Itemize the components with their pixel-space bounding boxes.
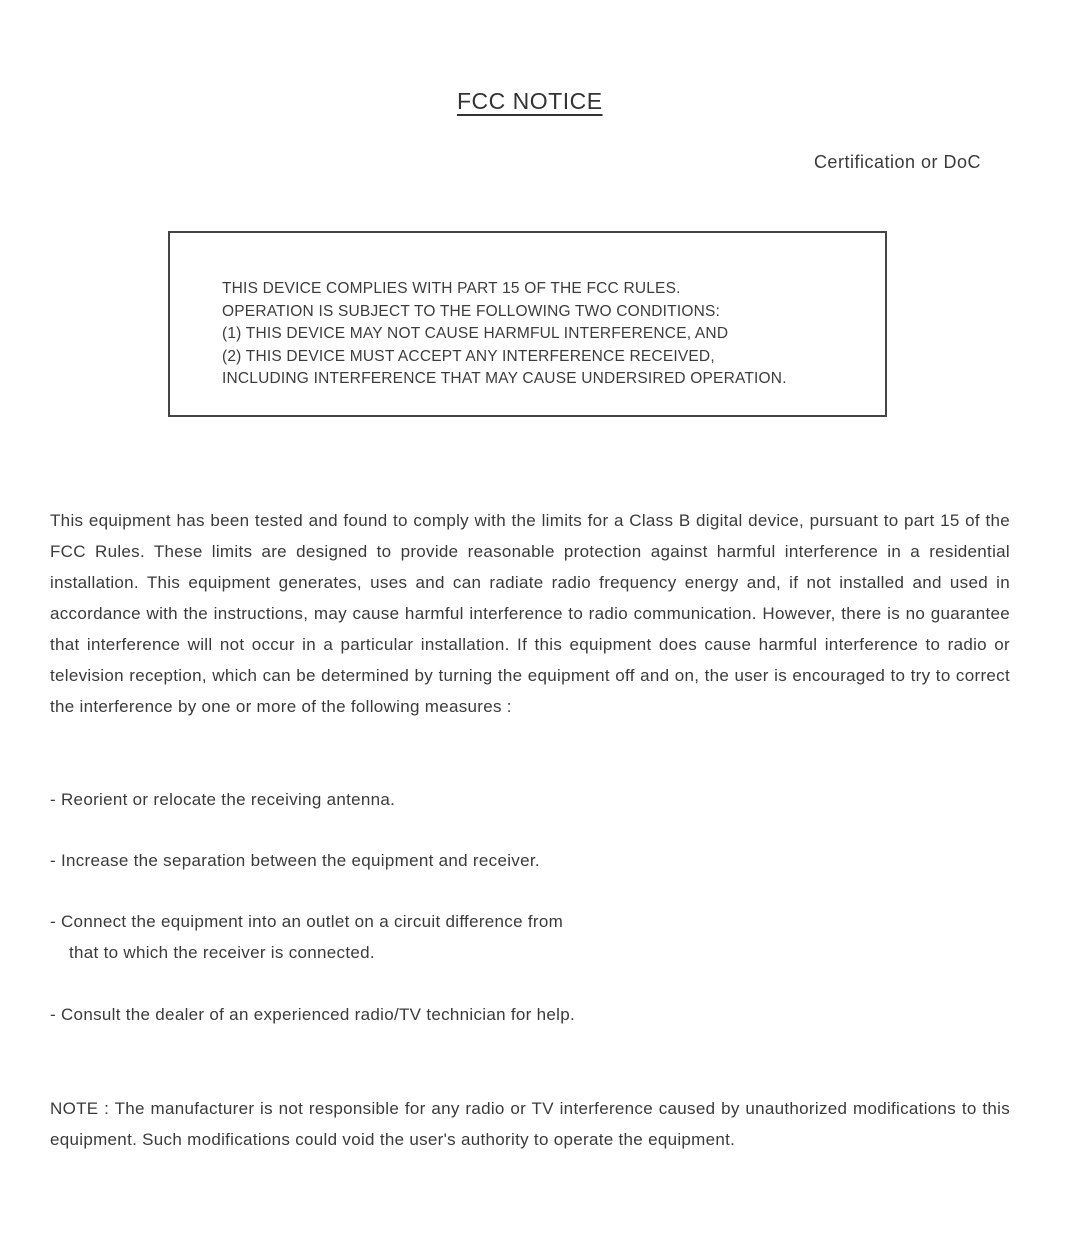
page-title: FCC NOTICE	[457, 88, 603, 114]
measure-item	[50, 999, 575, 1030]
measure-text: - Connect the equipment into an outlet on a circuit difference from	[50, 912, 564, 931]
compliance-line: (2) THIS DEVICE MUST ACCEPT ANY INTERFERENCE RECEIVED,	[222, 347, 715, 365]
compliance-statement-box	[168, 231, 887, 417]
measure-text-continuation: that to which the receiver is connected.	[69, 943, 375, 962]
compliance-line: OPERATION IS SUBJECT TO THE FOLLOWING TWO CONDITIONS:	[222, 302, 721, 320]
measure-text: - Reorient or relocate the receiving antenna.	[50, 790, 396, 809]
measure-item	[50, 784, 395, 815]
note-paragraph: NOTE : The manufacturer is not responsible for any radio or TV interference caused by unauthorized modifications to this equipment. Such modifications could void the user's authority to operate the equipment.	[50, 1099, 1010, 1149]
measure-text: - Consult the dealer of an experienced radio/TV technician for help.	[50, 1005, 576, 1024]
compliance-line: INCLUDING INTERFERENCE THAT MAY CAUSE UNDERSIRED OPERATION.	[222, 370, 787, 387]
certification-label: Certification or DoC	[813, 152, 981, 172]
body-paragraph: This equipment has been tested and found to comply with the limits for a Class B digital device, pursuant to part 15 of the FCC Rules. These limits are designed to provide reasonable protection against harmful interference in a residential installation. This equipment generates, uses and can radiate radio frequency energy and, if not installed and used in accordance with the instructions, may cause harmful interference to radio communication. However, there is no guarantee that interference will not occur in a particular installation. If this equipment does cause harmful interference to radio or television reception, which can be determined by turning the equipment off and on, the user is encouraged to try to correct the interference by one or more of the following measures :	[50, 511, 1010, 716]
measure-text: - Increase the separation between the equipment and receiver.	[50, 851, 540, 870]
compliance-line: (1) THIS DEVICE MAY NOT CAUSE HARMFUL INTERFERENCE, AND	[222, 325, 729, 342]
measure-item	[50, 845, 540, 876]
measure-item	[50, 906, 563, 968]
compliance-line: THIS DEVICE COMPLIES WITH PART 15 OF THE FCC RULES.	[222, 280, 681, 297]
compliance-statement-text	[222, 278, 787, 391]
